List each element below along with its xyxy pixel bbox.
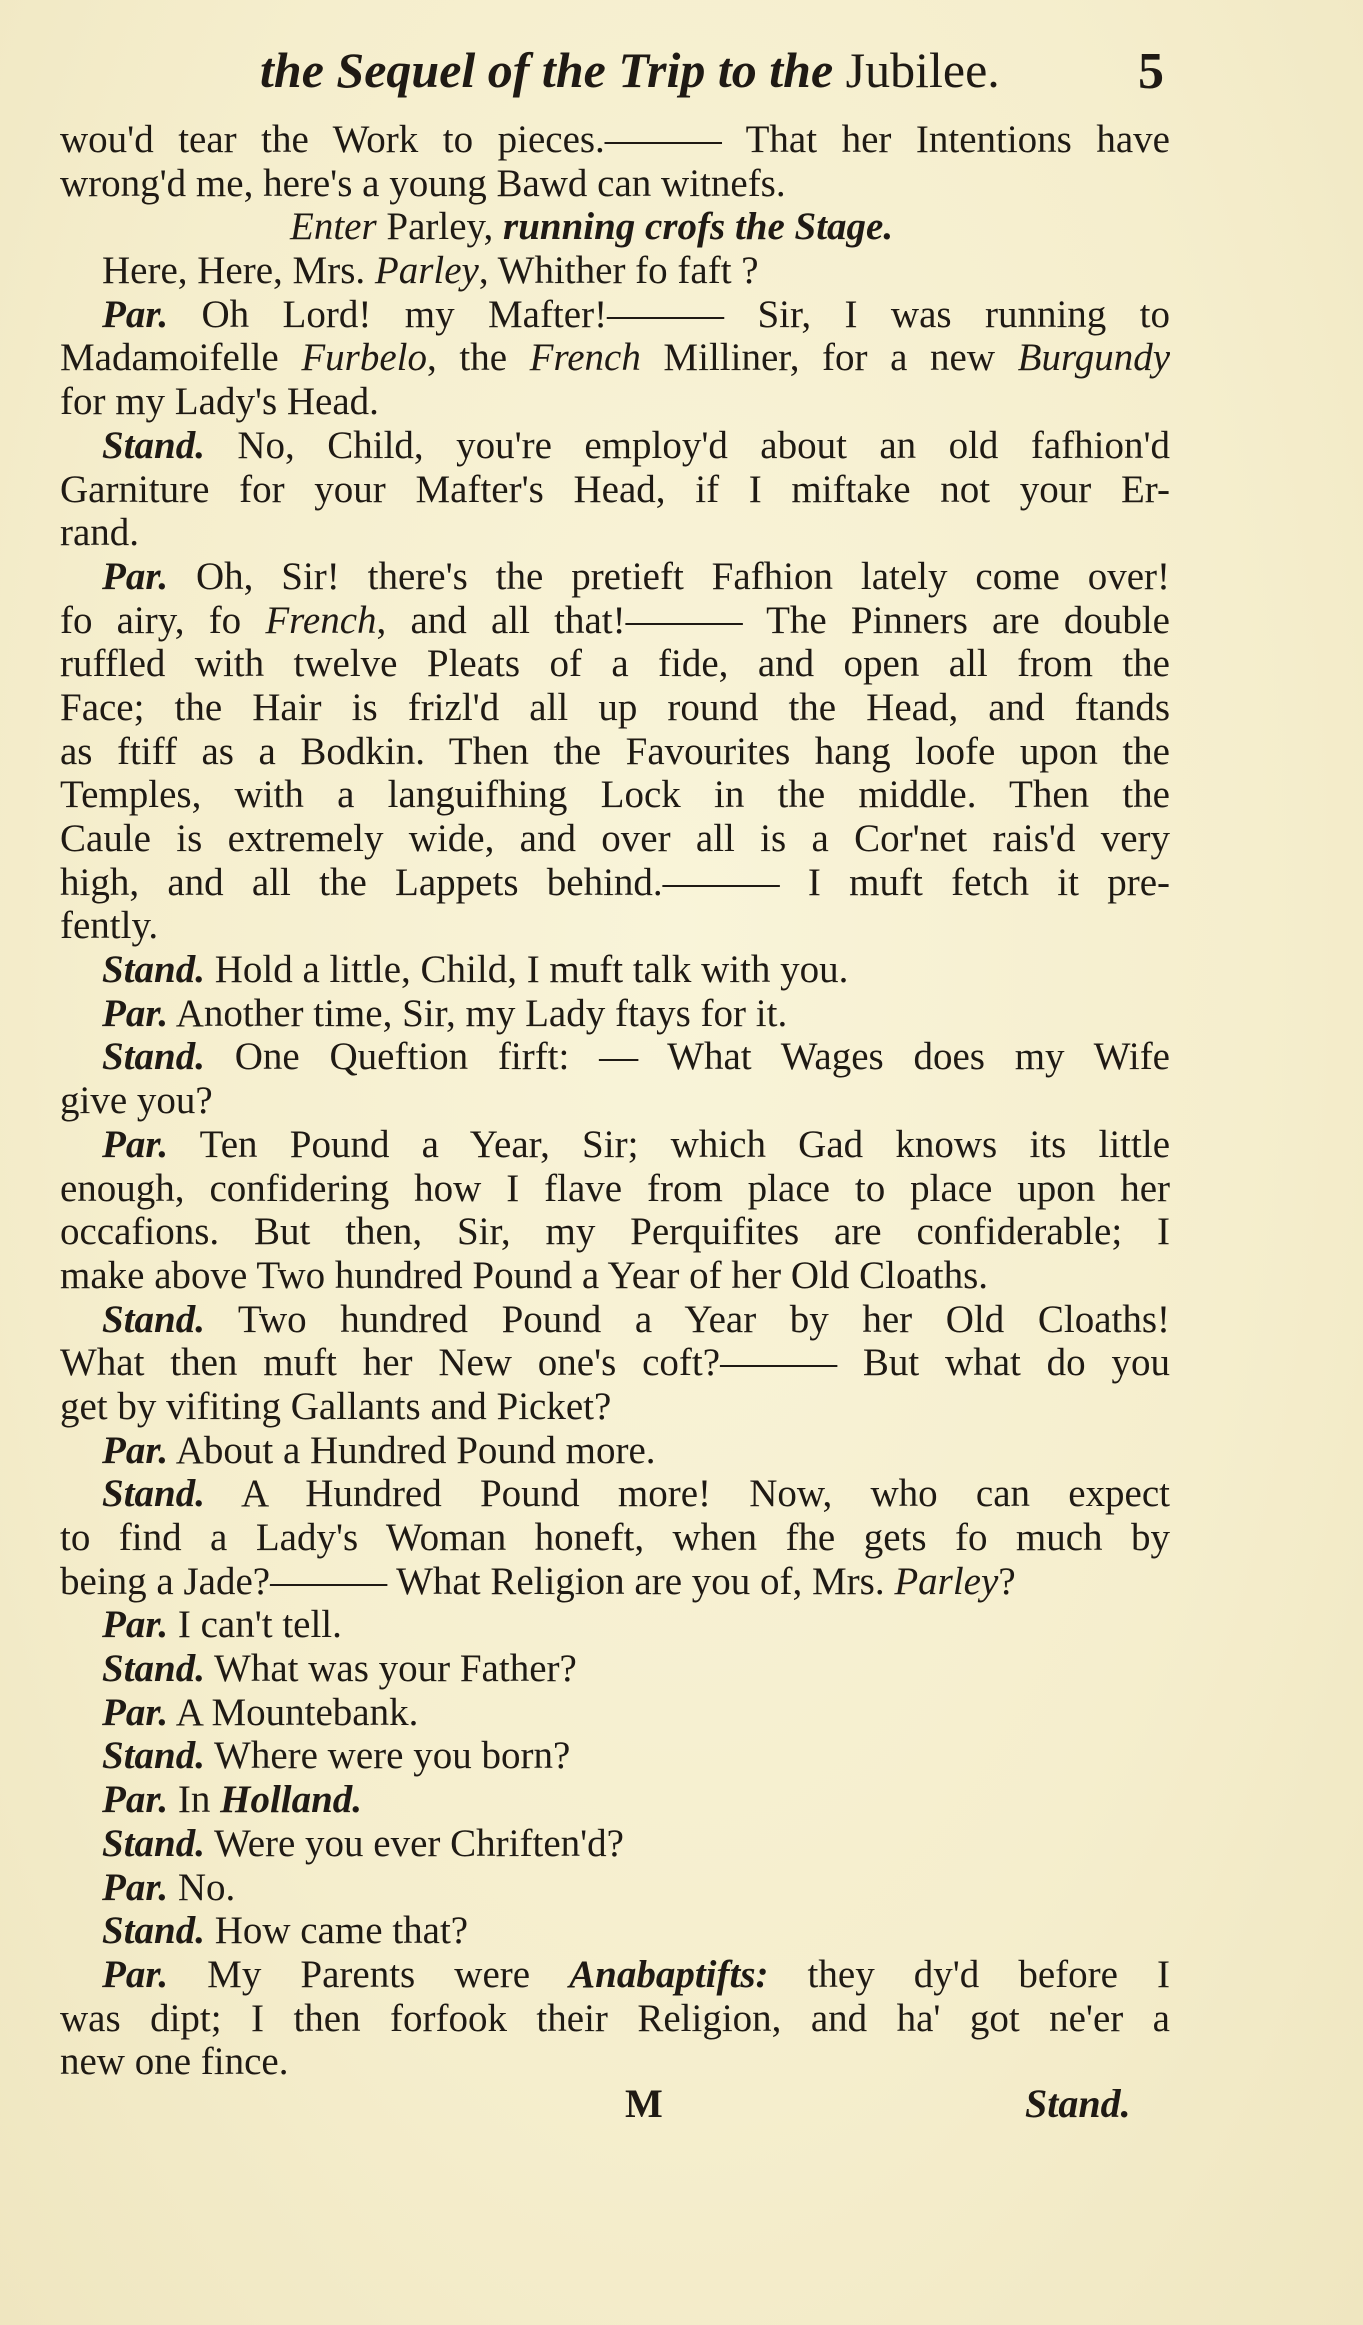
text-line — [60, 1079, 1170, 1123]
play-text — [60, 118, 1170, 2084]
catchword: Stand. — [1025, 2081, 1131, 2126]
text-line — [60, 1210, 1170, 1254]
page-footer — [0, 2080, 1363, 2140]
stage-direction-action: running crofs the Stage. — [503, 205, 894, 249]
speaker-name: Par. — [102, 554, 169, 598]
text-line — [60, 686, 1170, 730]
text-line — [60, 1385, 1170, 1429]
text-line — [60, 1909, 1170, 1953]
text-line — [60, 380, 1170, 424]
italic-text: Parley — [374, 249, 479, 293]
line-text: fo airy, fo — [60, 598, 266, 642]
text-line — [60, 1953, 1170, 1997]
text-line — [60, 205, 1170, 249]
speaker-name: Stand. — [102, 1035, 205, 1079]
text-line — [60, 817, 1170, 861]
speech-text: No, Child, you're employ'd about an old fafhion'd — [204, 423, 1170, 467]
text-line — [60, 1691, 1170, 1735]
line-text: wrong'd me, here's a young Bawd can witnefs. — [60, 161, 786, 205]
text-line — [60, 1734, 1170, 1778]
speech-text: Hold a little, Child, I muft talk with you. — [204, 948, 849, 992]
italic-text: French — [265, 598, 377, 642]
speaker-name: Stand. — [102, 1734, 205, 1778]
speaker-name: Par. — [102, 1778, 169, 1822]
text-line — [60, 511, 1170, 555]
text-line — [60, 642, 1170, 686]
text-line — [60, 599, 1170, 643]
text-line — [60, 2040, 1170, 2084]
text-line — [60, 992, 1170, 1036]
line-text: new one fince. — [60, 2040, 289, 2084]
italic-text: French — [529, 336, 641, 380]
running-head-title: the Sequel of the Trip to the — [260, 42, 834, 98]
text-line — [60, 293, 1170, 337]
line-text: Temples, with a languifhing Lock in the middle. Then the — [60, 773, 1170, 817]
speaker-name: Stand. — [102, 1909, 205, 1953]
speech-text: One Queftion firft: — What Wages does my Wife — [204, 1035, 1170, 1079]
line-text: rand. — [60, 511, 140, 555]
text-line — [60, 1123, 1170, 1167]
text-line — [60, 1167, 1170, 1211]
text-line — [60, 1603, 1170, 1647]
line-text: ? — [998, 1559, 1016, 1603]
line-text: was dipt; I then forfook their Religion, and ha' got ne'er a — [60, 1996, 1170, 2040]
line-text: Here, Here, Mrs. — [102, 249, 375, 293]
text-line — [60, 1822, 1170, 1866]
italic-text: Parley — [894, 1559, 999, 1603]
line-text: wou'd tear the Work to pieces.——— That her Intentions have — [60, 118, 1170, 161]
text-line — [60, 1429, 1170, 1473]
speech-text: What was your Father? — [204, 1647, 577, 1691]
running-head-jubilee: Jubilee. — [845, 42, 1000, 98]
text-line — [60, 1035, 1170, 1079]
speech-text: they dy'd before I — [768, 1952, 1170, 1996]
speaker-name: Par. — [102, 1603, 169, 1647]
speaker-name: Par. — [102, 292, 169, 336]
running-head — [260, 40, 1180, 100]
line-text: Madamoifelle — [60, 336, 302, 380]
line-text: Face; the Hair is frizl'd all up round the Head, and ftands — [60, 685, 1170, 729]
line-text: make above Two hundred Pound a Year of her Old Cloaths. — [60, 1253, 989, 1297]
text-line — [60, 1778, 1170, 1822]
line-text: get by vifiting Gallants and Picket? — [60, 1384, 612, 1428]
speaker-name: Stand. — [102, 1821, 205, 1865]
speaker-name: Par. — [102, 1952, 169, 1996]
line-text: enough, confidering how I flave from place to place upon her — [60, 1166, 1170, 1210]
speaker-name: Stand. — [102, 1472, 205, 1516]
text-line — [60, 1647, 1170, 1691]
text-line — [60, 468, 1170, 512]
text-line — [60, 336, 1170, 380]
text-line — [60, 1298, 1170, 1342]
text-line — [60, 1997, 1170, 2041]
speech-text: Were you ever Chriften'd? — [204, 1821, 624, 1865]
text-line — [60, 948, 1170, 992]
line-text: to find a Lady's Woman honeft, when fhe gets fo much by — [60, 1516, 1170, 1559]
text-line — [60, 1341, 1170, 1385]
text-line — [60, 424, 1170, 468]
line-text: ruffled with twelve Pleats of a fide, and open all from the — [60, 642, 1170, 686]
speech-text: Ten Pound a Year, Sir; which Gad knows its little — [168, 1122, 1170, 1166]
speech-text: My Parents were — [168, 1952, 570, 1996]
speech-text: I can't tell. — [168, 1603, 342, 1647]
speech-text: Two hundred Pound a Year by her Old Cloaths! — [204, 1297, 1170, 1341]
text-line — [60, 730, 1170, 774]
line-text: Garniture for your Mafter's Head, if I miftake not your Er- — [60, 467, 1170, 511]
text-line — [60, 1866, 1170, 1910]
line-text: occafions. But then, Sir, my Perquifites are confiderable; I — [60, 1210, 1170, 1254]
text-line — [60, 118, 1170, 162]
text-line — [60, 773, 1170, 817]
speech-text: About a Hundred Pound more. — [168, 1428, 656, 1472]
speech-text: Oh, Sir! there's the pretieft Fafhion lately come over! — [168, 554, 1170, 598]
stage-direction-name: Parley, — [376, 205, 504, 249]
text-line — [60, 861, 1170, 905]
line-text: What then muft her New one's coft?——— But what do you — [60, 1341, 1170, 1385]
text-line — [60, 555, 1170, 599]
page-number: 5 — [1138, 43, 1164, 100]
text-line — [60, 1254, 1170, 1298]
text-line — [60, 249, 1170, 293]
speech-text: How came that? — [204, 1909, 469, 1953]
speaker-name: Stand. — [102, 1647, 205, 1691]
italic-text: Burgundy — [1017, 336, 1170, 380]
speech-text: Where were you born? — [204, 1734, 571, 1778]
line-text: Caule is extremely wide, and over all is a Cor'net rais'd very — [60, 817, 1170, 860]
speech-text: Another time, Sir, my Lady ftays for it. — [168, 991, 788, 1035]
text-line — [60, 1516, 1170, 1560]
text-line — [60, 162, 1170, 206]
text-line — [60, 1560, 1170, 1604]
line-text: Milliner, for a new — [640, 336, 1018, 380]
line-text: being a Jade?——— What Religion are you of, Mrs. — [60, 1559, 895, 1603]
speaker-name: Par. — [102, 1865, 169, 1909]
italic-text: Furbelo — [301, 336, 428, 380]
speech-text: In — [168, 1778, 221, 1822]
speech-text: No. — [168, 1865, 236, 1909]
speaker-name: Par. — [102, 991, 169, 1035]
line-text: as ftiff as a Bodkin. Then the Favourites hang loofe upon the — [60, 729, 1170, 773]
speaker-name: Par. — [102, 1428, 169, 1472]
speaker-name: Stand. — [102, 423, 205, 467]
line-text: , Whither fo faft ? — [478, 249, 759, 293]
line-text: give you? — [60, 1079, 213, 1123]
line-text: for my Lady's Head. — [60, 380, 379, 424]
text-line — [60, 904, 1170, 948]
speaker-name: Stand. — [102, 948, 205, 992]
line-text: , and all that!——— The Pinners are double — [376, 598, 1170, 642]
italic-text: Holland. — [220, 1778, 363, 1822]
line-text: fently. — [60, 904, 159, 948]
speech-text: A Mountebank. — [168, 1690, 419, 1734]
speaker-name: Stand. — [102, 1297, 205, 1341]
text-line — [60, 1472, 1170, 1516]
italic-text: Anabaptifts: — [569, 1952, 769, 1996]
speech-text: A Hundred Pound more! Now, who can expect — [204, 1472, 1170, 1516]
speaker-name: Par. — [102, 1122, 169, 1166]
line-text: , the — [427, 336, 530, 380]
stage-direction-enter: Enter — [290, 205, 377, 249]
signature-mark: M — [625, 2081, 663, 2126]
speaker-name: Par. — [102, 1690, 169, 1734]
speech-text: Oh Lord! my Mafter!——— Sir, I was running to — [168, 292, 1170, 336]
line-text: high, and all the Lappets behind.——— I muft fetch it pre- — [60, 860, 1170, 904]
